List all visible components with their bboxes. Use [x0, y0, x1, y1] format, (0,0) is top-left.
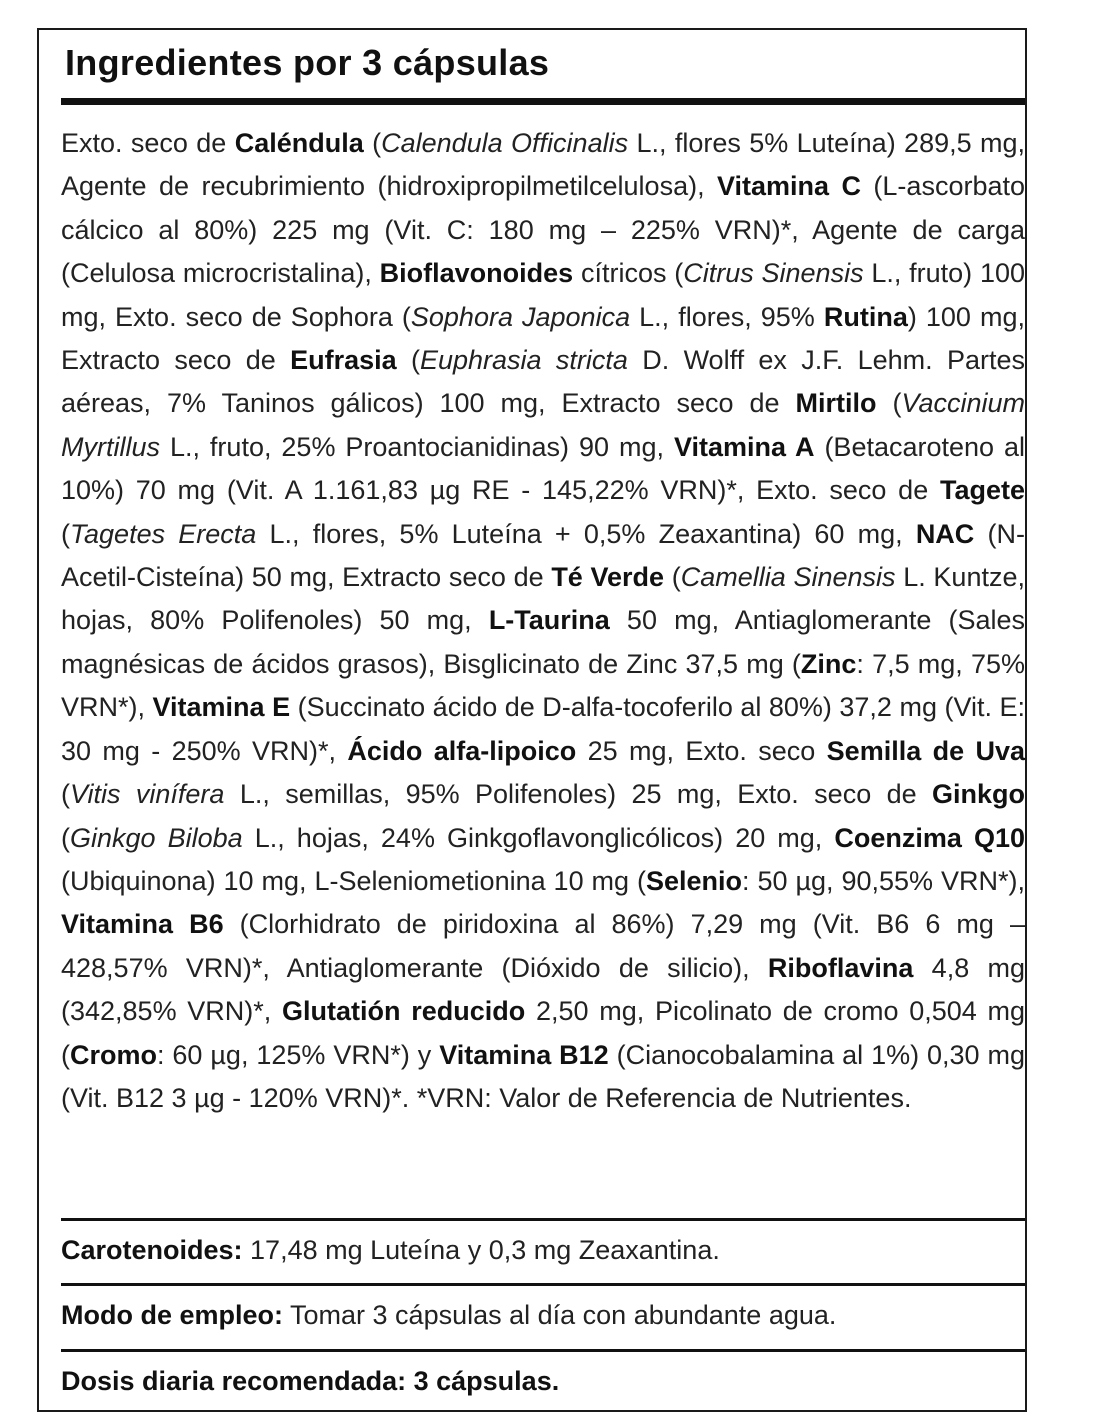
- ingredient-text: : 60 µg, 125% VRN*) y: [157, 1039, 440, 1070]
- ingredient-text: L., flores 5% Luteína) 289,5 mg, Agente de recubrimiento (hidroxipropilmetilcelulosa),: [61, 128, 1025, 202]
- ingredient-text: (: [61, 822, 70, 853]
- ingredient-name: Tagete: [939, 475, 1025, 506]
- ingredient-name: Vitamina B6: [61, 909, 224, 940]
- ingredient-name: Rutina: [823, 301, 908, 332]
- ingredient-name: Caléndula: [234, 128, 364, 158]
- ingredient-text: L., fruto, 25% Proantocianidinas) 90 mg,: [160, 431, 674, 462]
- ingredient-name: Bioflavonoides: [379, 258, 574, 289]
- ingredient-name: Selenio: [645, 865, 743, 896]
- ingredient-text: (Succinato ácido de D-alfa-tocoferilo al 80%) 37,2 mg (Vit. E: 30 mg - 250% VRN)*,: [61, 692, 1025, 766]
- ingredient-text: 2,50 mg, Picolinato de cromo 0,504 mg (: [61, 996, 1026, 1070]
- ingredient-text: (Betacaroteno al 10%) 70 mg (Vit. A 1.161,83 µg RE - 145,22% VRN)*, Exto. seco de: [61, 431, 1026, 506]
- ingredient-name: Vitamina C: [717, 171, 861, 202]
- usage-row: [61, 1297, 1025, 1333]
- label-title: Ingredientes por 3 cápsulas: [65, 42, 550, 83]
- ingredient-name: Coenzima Q10: [834, 822, 1025, 853]
- ingredient-text: (Clorhidrato de piridoxina al 86%) 7,29 mg (Vit. B6 6 mg – 428,57% VRN)*, Antiaglomerante (Dióxido de silicio),: [61, 909, 1025, 983]
- usage-text: Tomar 3 cápsulas al día con abundante agua.: [283, 1300, 837, 1330]
- ingredient-text: D. Wolff ex J.F. Lehm. Partes aéreas, 7% Taninos gálicos) 100 mg, Extracto seco de: [61, 345, 1025, 419]
- ingredient-name: Té Verde: [551, 562, 665, 593]
- ingredient-text: (: [363, 128, 382, 158]
- ingredient-text: L. Kuntze, hojas, 80% Polifenoles) 50 mg,: [61, 562, 1025, 636]
- ingredient-text: (Cianocobalamina al 1%) 0,30 mg (Vit. B12 3 µg - 120% VRN)*. *VRN: Valor de Referencia de Nutrientes.: [61, 1039, 1025, 1113]
- usage-label: Modo de empleo:: [61, 1300, 283, 1330]
- section-divider: [61, 1218, 1025, 1221]
- botanical-name: Citrus Sinensis: [683, 258, 864, 289]
- ingredients-label-panel: [37, 28, 1027, 1412]
- ingredient-text: (N-Acetil-Cisteína) 50 mg, Extracto seco de: [61, 518, 1025, 593]
- ingredient-name: Riboflavina: [767, 952, 914, 983]
- ingredient-text: Exto. seco de: [61, 128, 235, 158]
- botanical-name: Ginkgo Biloba: [70, 822, 243, 853]
- ingredients-paragraph: [61, 122, 1025, 1120]
- dose-label: Dosis diaria recomendada: 3 cápsulas.: [61, 1366, 560, 1396]
- carotenoids-label: Carotenoides:: [61, 1235, 243, 1265]
- ingredient-name: Cromo: [70, 1039, 157, 1070]
- ingredient-name: Vitamina E: [152, 692, 291, 723]
- ingredient-name: Zinc: [800, 648, 857, 679]
- ingredient-text: (: [396, 345, 420, 376]
- ingredient-name: Ginkgo: [932, 779, 1025, 810]
- ingredient-name: Vitamina A: [673, 431, 815, 462]
- botanical-name: Euphrasia stricta: [419, 345, 628, 376]
- ingredient-text: (: [876, 388, 902, 419]
- ingredient-text: 25 mg, Exto. seco: [576, 735, 827, 766]
- ingredient-text: L., hojas, 24% Ginkgoflavonglicólicos) 20 mg,: [242, 822, 835, 853]
- ingredient-text: (Ubiquinona) 10 mg, L-Seleniometionina 10 mg (: [61, 865, 646, 896]
- ingredient-text: 50 mg, Antiaglomerante (Sales magnésicas de ácidos grasos), Bisglicinato de Zinc 37,5 mg (: [61, 605, 1025, 679]
- section-divider: [61, 1349, 1025, 1352]
- ingredient-text: (: [61, 779, 70, 810]
- ingredient-name: Ácido alfa-lipoico: [347, 735, 577, 766]
- botanical-name: Vaccinium Myrtillus: [61, 388, 1025, 462]
- ingredient-name: L-Taurina: [488, 605, 610, 636]
- botanical-name: Vitis vinífera: [70, 779, 225, 810]
- ingredient-text: L., flores, 5% Luteína + 0,5% Zeaxantina) 60 mg,: [256, 518, 916, 549]
- ingredient-name: Semilla de Uva: [826, 735, 1025, 766]
- title-divider: [61, 98, 1025, 105]
- botanical-name: Calendula Officinalis: [381, 128, 629, 158]
- ingredient-text: cítricos (: [573, 258, 684, 289]
- ingredient-text: 4,8 mg (342,85% VRN)*,: [61, 952, 1025, 1027]
- ingredient-text: : 7,5 mg, 75% VRN*),: [61, 648, 1025, 723]
- dose-row: [61, 1363, 1025, 1399]
- carotenoids-row: [61, 1232, 1025, 1268]
- ingredient-text: (L-ascorbato cálcico al 80%) 225 mg (Vit. C: 180 mg – 225% VRN)*, Agente de carga (Celulosa microcristalina),: [61, 171, 1025, 289]
- ingredient-name: Mirtilo: [795, 388, 877, 419]
- ingredient-name: Vitamina B12: [439, 1039, 609, 1070]
- botanical-name: Sophora Japonica: [410, 301, 631, 332]
- ingredient-text: L., flores, 95%: [630, 301, 824, 332]
- botanical-name: Camellia Sinensis: [680, 562, 896, 593]
- ingredient-text: : 50 µg, 90,55% VRN*),: [742, 865, 1025, 896]
- ingredient-text: (: [61, 518, 70, 549]
- botanical-name: Tagetes Erecta: [70, 518, 257, 549]
- ingredient-text: L., fruto) 100 mg, Exto. seco de Sophora (: [61, 258, 1025, 332]
- ingredient-text: ) 100 mg, Extracto seco de: [61, 301, 1025, 376]
- ingredient-text: (: [664, 562, 681, 593]
- ingredient-name: Glutatión reducido: [282, 996, 526, 1027]
- section-divider: [61, 1283, 1025, 1286]
- carotenoids-text: 17,48 mg Luteína y 0,3 mg Zeaxantina.: [242, 1235, 720, 1265]
- ingredient-text: L., semillas, 95% Polifenoles) 25 mg, Exto. seco de: [224, 779, 932, 810]
- ingredient-name: NAC: [915, 518, 975, 549]
- ingredient-name: Eufrasia: [290, 345, 397, 376]
